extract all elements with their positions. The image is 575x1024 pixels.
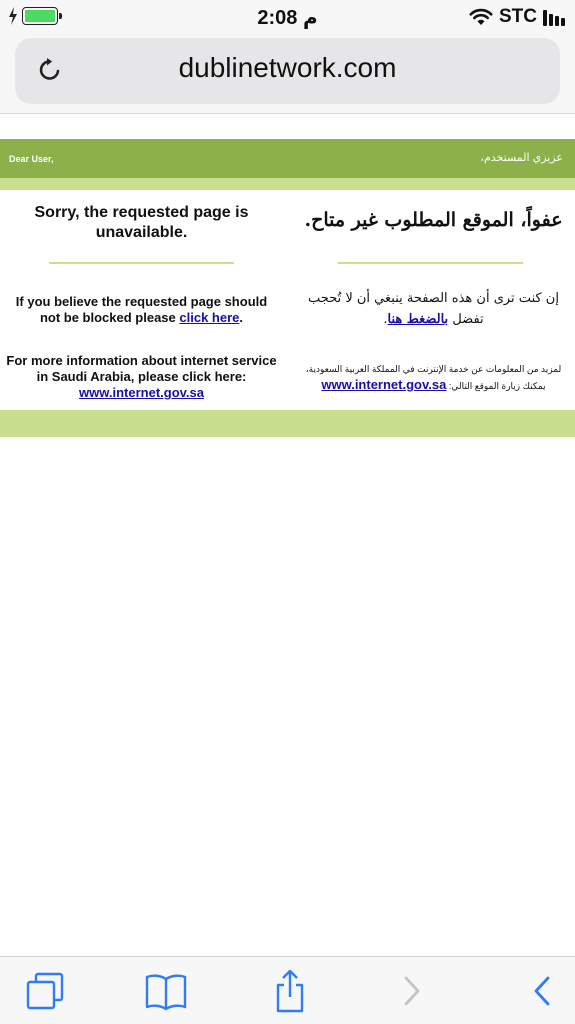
- info-english: [4, 353, 279, 401]
- status-time: 2:08 م: [257, 7, 318, 29]
- unblock-period-english: .: [239, 310, 244, 325]
- status-bar: [0, 0, 575, 34]
- status-right: [469, 6, 565, 28]
- wifi-icon: [469, 8, 493, 26]
- back-icon: [530, 971, 554, 1011]
- url-text[interactable]: dublinetwork.com: [178, 52, 397, 83]
- tabs-button[interactable]: [23, 971, 67, 1011]
- unblock-text-english: If you believe the requested page should not be blocked please: [15, 294, 268, 325]
- internet-gov-link-english[interactable]: www.internet.gov.sa: [79, 385, 204, 400]
- info-line-arabic: [292, 377, 575, 394]
- greeting-bar: [0, 139, 575, 178]
- browser-toolbar: [0, 956, 575, 1024]
- info-text-english: For more information about internet service in Saudi Arabia, please click here:: [6, 353, 277, 384]
- unblock-period-arabic: .: [383, 312, 388, 327]
- forward-icon: [400, 971, 424, 1011]
- unblock-text-arabic: إن كنت ترى أن هذه الصفحة ينبغي أن لا تُحجب تفضل: [308, 291, 559, 327]
- unblock-request-arabic: [292, 288, 575, 330]
- divider-english: [49, 262, 234, 264]
- share-icon: [270, 969, 310, 1013]
- signal-strength-icon: [543, 8, 565, 26]
- page-title-english: Sorry, the requested page is unavailable.: [34, 204, 249, 241]
- share-button[interactable]: [268, 971, 312, 1011]
- address-bar[interactable]: [15, 38, 560, 104]
- carrier-name: STC: [499, 6, 537, 27]
- info-text-arabic-line1: لمزيد من المعلومات عن خدمة الإنترنت في المملكة العربية السعودية،: [305, 364, 562, 374]
- top-separator-bar: [0, 178, 575, 190]
- back-button[interactable]: [520, 971, 564, 1011]
- browser-url-area: [0, 34, 575, 114]
- info-arabic: [292, 361, 575, 394]
- click-here-link-arabic[interactable]: بالضغط هنا: [387, 312, 449, 327]
- unblock-request-english: [4, 294, 279, 326]
- bottom-separator-bar: [0, 410, 575, 437]
- internet-gov-link-arabic[interactable]: www.internet.gov.sa: [321, 377, 447, 392]
- info-text-arabic-line2: يمكنك زيارة الموقع التالي:: [448, 381, 546, 391]
- page-title-arabic: عفواً، الموقع المطلوب غير متاح.: [304, 209, 563, 231]
- click-here-link[interactable]: click here: [179, 310, 240, 325]
- tabs-icon: [25, 971, 65, 1011]
- bookmarks-button[interactable]: [144, 971, 188, 1011]
- divider-arabic: [338, 262, 523, 264]
- greeting-english: Dear User,: [9, 154, 54, 164]
- bookmarks-icon: [144, 971, 188, 1011]
- forward-button[interactable]: [390, 971, 434, 1011]
- greeting-arabic: عزيزي المستخدم،: [480, 152, 563, 164]
